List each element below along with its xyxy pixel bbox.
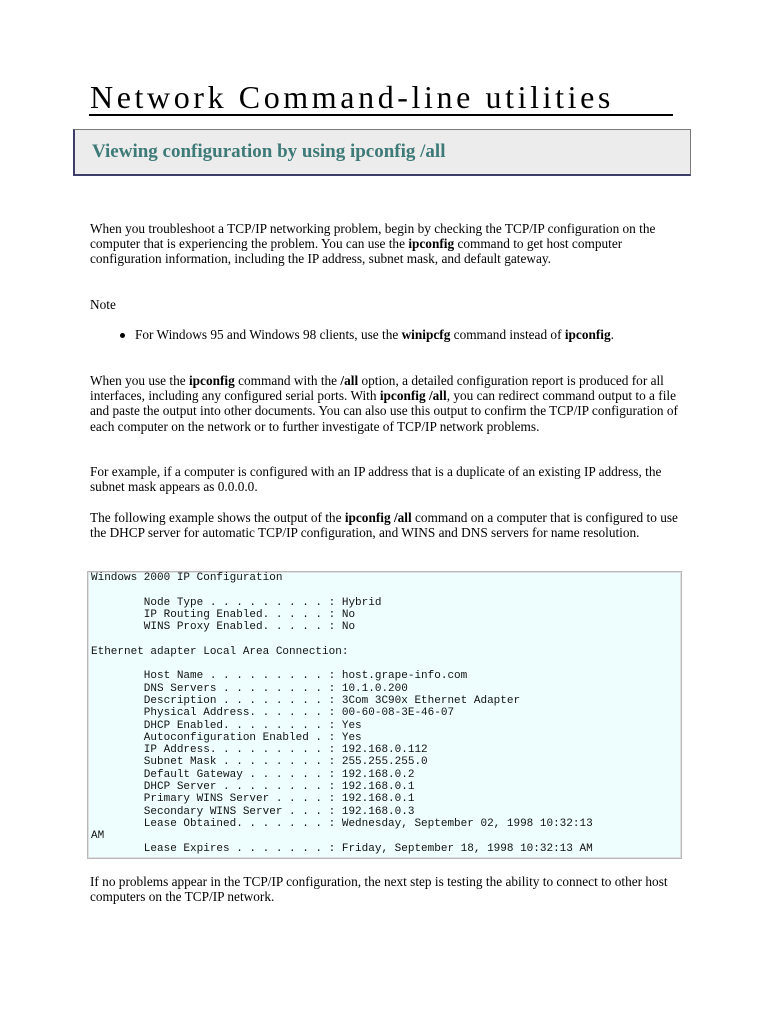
title-underline (89, 114, 673, 116)
note-bullet-text: For Windows 95 and Windows 98 clients, use the winipcfg command instead of ipconfig. (135, 327, 614, 342)
bullet-icon (120, 333, 125, 338)
document-title: Network Command-line utilities (90, 79, 614, 115)
note-label: Note (90, 297, 116, 312)
intro-paragraph: When you troubleshoot a TCP/IP networking problem, begin by checking the TCP/IP configuration on the computer that is experiencing the problem. You can use the ipconfig command to get host computer configuration information, including the IP address, subnet mask, and default gateway. (90, 221, 656, 267)
section-heading: Viewing configuration by using ipconfig /all (92, 141, 446, 162)
note-bullet-list (90, 327, 690, 342)
section-heading-box (73, 129, 691, 176)
following-paragraph: The following example shows the output of the ipconfig /all command on a computer that is configured to use the DHCP server for automatic TCP/IP configuration, and WINS and DNS servers for name resolution. (90, 510, 678, 541)
code-output-box (87, 571, 682, 859)
closing-paragraph: If no problems appear in the TCP/IP configuration, the next step is testing the ability to connect to other host computers on the TCP/IP network. (90, 874, 668, 905)
ipconfig-output: Windows 2000 IP Configuration Node Type . . . . . . . . . : Hybrid IP Routing Enabled. . . . . : No WINS Proxy Enabled. . . . . : No Ethernet adapter Local Area Connection: Host Name . . . . . . . . . : host.grape-info.com DNS Servers . . . . . . . . : 10.1.0.200 Description . . . . . . . . : 3Com 3C90x Ethernet Adapter Physical Address. . . . . . : 00-60-08-3E-46-07 DHCP Enabled. . . . . . . . : Yes Autoconfiguration Enabled . : Yes IP Address. . . . . . . . . : 192.168.0.112 Subnet Mask . . . . . . . . : 255.255.255.0 Default Gateway . . . . . . : 192.168.0.2 DHCP Server . . . . . . . . : 192.168.0.1 Primary WINS Server . . . . : 192.168.0.1 Secondary WINS Server . . . : 192.168.0.3 Lease Obtained. . . . . . . : Wednesday, September 02, 1998 10:32:13 AM Lease Expires . . . . . . . : Friday, September 18, 1998 10:32:13 AM (91, 572, 593, 855)
example-paragraph: For example, if a computer is configured with an IP address that is a duplicate of an existing IP address, the subnet mask appears as 0.0.0.0. (90, 464, 662, 495)
list-item (90, 327, 690, 342)
detail-paragraph: When you use the ipconfig command with the /all option, a detailed configuration report is produced for all interfaces, including any configured serial ports. With ipconfig /all, you can redirect command output to a file and paste the output into other documents. You can also use this output to confirm the TCP/IP configuration of each computer on the network or to further investigate of TCP/IP network problems. (90, 373, 678, 434)
